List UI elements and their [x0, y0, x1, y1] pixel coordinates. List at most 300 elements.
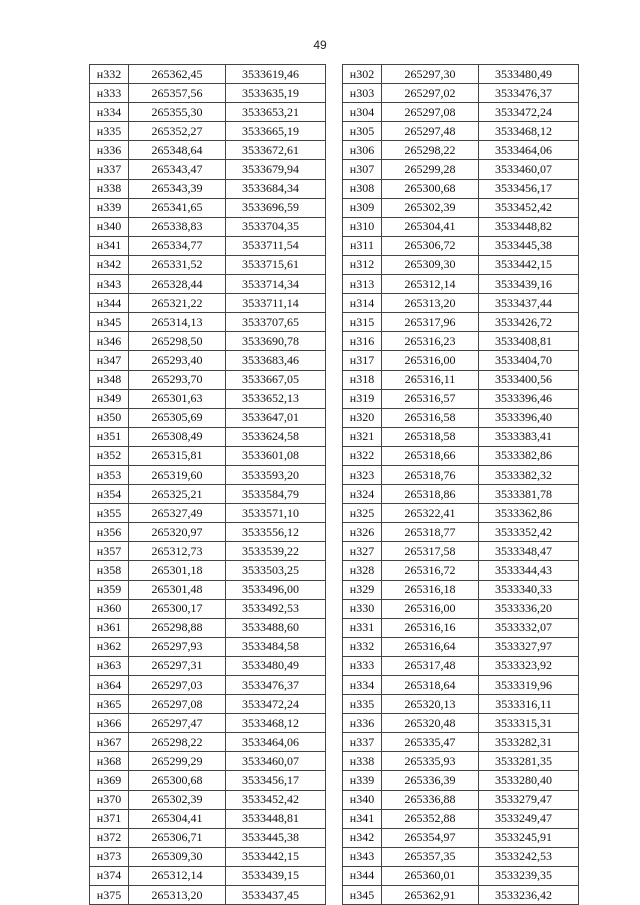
x-coordinate-cell: 265362,45 — [129, 65, 226, 84]
x-coordinate-cell: 265297,08 — [129, 695, 226, 714]
x-coordinate-cell: 265298,50 — [129, 332, 226, 351]
y-coordinate-cell: 3533352,42 — [479, 523, 579, 542]
y-coordinate-cell: 3533327,97 — [479, 637, 579, 656]
x-coordinate-cell: 265316,23 — [382, 332, 479, 351]
table-row — [343, 733, 579, 752]
x-coordinate-cell: 265300,68 — [382, 179, 479, 198]
table-row — [90, 752, 326, 771]
table-row — [343, 313, 579, 332]
point-id-cell: н335 — [90, 122, 129, 141]
table-row — [343, 809, 579, 828]
x-coordinate-cell: 265297,93 — [129, 637, 226, 656]
y-coordinate-cell: 3533480,49 — [226, 656, 326, 675]
point-id-cell: н338 — [343, 752, 382, 771]
point-id-cell: н316 — [343, 332, 382, 351]
x-coordinate-cell: 265312,14 — [129, 866, 226, 885]
table-row — [343, 446, 579, 465]
x-coordinate-cell: 265304,41 — [129, 809, 226, 828]
y-coordinate-cell: 3533488,60 — [226, 618, 326, 637]
x-coordinate-cell: 265316,16 — [382, 618, 479, 637]
table-row — [343, 656, 579, 675]
y-coordinate-cell: 3533704,35 — [226, 217, 326, 236]
point-id-cell: н352 — [90, 446, 129, 465]
table-row — [90, 866, 326, 885]
point-id-cell: н344 — [90, 294, 129, 313]
y-coordinate-cell: 3533652,13 — [226, 389, 326, 408]
y-coordinate-cell: 3533672,61 — [226, 141, 326, 160]
table-row — [90, 847, 326, 866]
coordinates-table-left — [89, 64, 326, 905]
x-coordinate-cell: 265318,76 — [382, 465, 479, 484]
point-id-cell: н353 — [90, 465, 129, 484]
point-id-cell: н350 — [90, 408, 129, 427]
y-coordinate-cell: 3533468,12 — [226, 714, 326, 733]
point-id-cell: н326 — [343, 523, 382, 542]
table-row — [343, 294, 579, 313]
y-coordinate-cell: 3533601,08 — [226, 446, 326, 465]
x-coordinate-cell: 265306,71 — [129, 828, 226, 847]
y-coordinate-cell: 3533332,07 — [479, 618, 579, 637]
x-coordinate-cell: 265297,08 — [382, 103, 479, 122]
table-row — [90, 351, 326, 370]
x-coordinate-cell: 265315,81 — [129, 446, 226, 465]
x-coordinate-cell: 265320,48 — [382, 714, 479, 733]
x-coordinate-cell: 265309,30 — [382, 255, 479, 274]
point-id-cell: н335 — [343, 695, 382, 714]
point-id-cell: н324 — [343, 485, 382, 504]
point-id-cell: н317 — [343, 351, 382, 370]
x-coordinate-cell: 265299,29 — [129, 752, 226, 771]
y-coordinate-cell: 3533442,15 — [226, 847, 326, 866]
point-id-cell: н313 — [343, 275, 382, 294]
point-id-cell: н336 — [343, 714, 382, 733]
point-id-cell: н366 — [90, 714, 129, 733]
y-coordinate-cell: 3533593,20 — [226, 465, 326, 484]
point-id-cell: н325 — [343, 504, 382, 523]
point-id-cell: н346 — [90, 332, 129, 351]
table-row — [90, 828, 326, 847]
x-coordinate-cell: 265298,22 — [382, 141, 479, 160]
y-coordinate-cell: 3533635,19 — [226, 84, 326, 103]
x-coordinate-cell: 265308,49 — [129, 427, 226, 446]
y-coordinate-cell: 3533684,34 — [226, 179, 326, 198]
x-coordinate-cell: 265319,60 — [129, 465, 226, 484]
table-row — [343, 351, 579, 370]
point-id-cell: н327 — [343, 542, 382, 561]
table-row — [343, 141, 579, 160]
table-row — [90, 65, 326, 84]
x-coordinate-cell: 265317,48 — [382, 656, 479, 675]
table-row — [90, 771, 326, 790]
y-coordinate-cell: 3533362,86 — [479, 504, 579, 523]
point-id-cell: н322 — [343, 446, 382, 465]
table-row — [343, 771, 579, 790]
y-coordinate-cell: 3533323,92 — [479, 656, 579, 675]
table-row — [343, 886, 579, 905]
point-id-cell: н307 — [343, 160, 382, 179]
point-id-cell: н332 — [343, 637, 382, 656]
point-id-cell: н358 — [90, 561, 129, 580]
table-row — [90, 427, 326, 446]
point-id-cell: н312 — [343, 255, 382, 274]
x-coordinate-cell: 265301,48 — [129, 580, 226, 599]
x-coordinate-cell: 265320,97 — [129, 523, 226, 542]
y-coordinate-cell: 3533448,82 — [479, 217, 579, 236]
table-row — [90, 389, 326, 408]
table-row — [343, 217, 579, 236]
table-row — [90, 809, 326, 828]
x-coordinate-cell: 265355,30 — [129, 103, 226, 122]
table-row — [90, 294, 326, 313]
table-row — [343, 236, 579, 255]
y-coordinate-cell: 3533556,12 — [226, 523, 326, 542]
y-coordinate-cell: 3533239,35 — [479, 866, 579, 885]
table-row — [343, 828, 579, 847]
table-row — [90, 141, 326, 160]
y-coordinate-cell: 3533503,25 — [226, 561, 326, 580]
x-coordinate-cell: 265343,47 — [129, 160, 226, 179]
y-coordinate-cell: 3533340,33 — [479, 580, 579, 599]
x-coordinate-cell: 265318,64 — [382, 676, 479, 695]
x-coordinate-cell: 265352,27 — [129, 122, 226, 141]
y-coordinate-cell: 3533452,42 — [226, 790, 326, 809]
y-coordinate-cell: 3533584,79 — [226, 485, 326, 504]
x-coordinate-cell: 265341,65 — [129, 198, 226, 217]
table-row — [343, 676, 579, 695]
x-coordinate-cell: 265297,48 — [382, 122, 479, 141]
y-coordinate-cell: 3533439,16 — [479, 275, 579, 294]
point-id-cell: н341 — [90, 236, 129, 255]
table-row — [90, 580, 326, 599]
y-coordinate-cell: 3533496,00 — [226, 580, 326, 599]
y-coordinate-cell: 3533381,78 — [479, 485, 579, 504]
point-id-cell: н332 — [90, 65, 129, 84]
y-coordinate-cell: 3533400,56 — [479, 370, 579, 389]
table-row — [90, 217, 326, 236]
x-coordinate-cell: 265300,17 — [129, 599, 226, 618]
point-id-cell: н340 — [90, 217, 129, 236]
x-coordinate-cell: 265317,96 — [382, 313, 479, 332]
point-id-cell: н375 — [90, 886, 129, 905]
point-id-cell: н339 — [343, 771, 382, 790]
x-coordinate-cell: 265334,77 — [129, 236, 226, 255]
y-coordinate-cell: 3533348,47 — [479, 542, 579, 561]
y-coordinate-cell: 3533707,65 — [226, 313, 326, 332]
x-coordinate-cell: 265336,88 — [382, 790, 479, 809]
point-id-cell: н357 — [90, 542, 129, 561]
y-coordinate-cell: 3533480,49 — [479, 65, 579, 84]
point-id-cell: н364 — [90, 676, 129, 695]
x-coordinate-cell: 265318,58 — [382, 427, 479, 446]
y-coordinate-cell: 3533336,20 — [479, 599, 579, 618]
y-coordinate-cell: 3533619,46 — [226, 65, 326, 84]
point-id-cell: н347 — [90, 351, 129, 370]
y-coordinate-cell: 3533280,40 — [479, 771, 579, 790]
table-row — [90, 160, 326, 179]
point-id-cell: н338 — [90, 179, 129, 198]
x-coordinate-cell: 265309,30 — [129, 847, 226, 866]
table-row — [90, 561, 326, 580]
table-row — [90, 485, 326, 504]
point-id-cell: н319 — [343, 389, 382, 408]
table-row — [343, 561, 579, 580]
x-coordinate-cell: 265316,72 — [382, 561, 479, 580]
table-row — [343, 695, 579, 714]
y-coordinate-cell: 3533382,86 — [479, 446, 579, 465]
y-coordinate-cell: 3533667,05 — [226, 370, 326, 389]
y-coordinate-cell: 3533437,44 — [479, 294, 579, 313]
point-id-cell: н334 — [90, 103, 129, 122]
x-coordinate-cell: 265297,02 — [382, 84, 479, 103]
y-coordinate-cell: 3533236,42 — [479, 886, 579, 905]
point-id-cell: н328 — [343, 561, 382, 580]
x-coordinate-cell: 265302,39 — [129, 790, 226, 809]
y-coordinate-cell: 3533445,38 — [226, 828, 326, 847]
x-coordinate-cell: 265297,31 — [129, 656, 226, 675]
x-coordinate-cell: 265316,18 — [382, 580, 479, 599]
table-row — [90, 733, 326, 752]
table-row — [90, 886, 326, 905]
point-id-cell: н343 — [90, 275, 129, 294]
x-coordinate-cell: 265305,69 — [129, 408, 226, 427]
y-coordinate-cell: 3533396,46 — [479, 389, 579, 408]
point-id-cell: н318 — [343, 370, 382, 389]
y-coordinate-cell: 3533282,31 — [479, 733, 579, 752]
point-id-cell: н356 — [90, 523, 129, 542]
y-coordinate-cell: 3533464,06 — [226, 733, 326, 752]
y-coordinate-cell: 3533448,81 — [226, 809, 326, 828]
x-coordinate-cell: 265316,64 — [382, 637, 479, 656]
table-row — [343, 408, 579, 427]
point-id-cell: н368 — [90, 752, 129, 771]
point-id-cell: н373 — [90, 847, 129, 866]
y-coordinate-cell: 3533696,59 — [226, 198, 326, 217]
x-coordinate-cell: 265298,88 — [129, 618, 226, 637]
point-id-cell: н308 — [343, 179, 382, 198]
x-coordinate-cell: 265316,57 — [382, 389, 479, 408]
point-id-cell: н306 — [343, 141, 382, 160]
y-coordinate-cell: 3533484,58 — [226, 637, 326, 656]
table-row — [343, 65, 579, 84]
point-id-cell: н333 — [343, 656, 382, 675]
x-coordinate-cell: 265297,47 — [129, 714, 226, 733]
y-coordinate-cell: 3533714,34 — [226, 275, 326, 294]
table-row — [343, 103, 579, 122]
x-coordinate-cell: 265301,18 — [129, 561, 226, 580]
point-id-cell: н371 — [90, 809, 129, 828]
y-coordinate-cell: 3533249,47 — [479, 809, 579, 828]
y-coordinate-cell: 3533245,91 — [479, 828, 579, 847]
point-id-cell: н348 — [90, 370, 129, 389]
table-row — [343, 866, 579, 885]
y-coordinate-cell: 3533396,40 — [479, 408, 579, 427]
x-coordinate-cell: 265336,39 — [382, 771, 479, 790]
x-coordinate-cell: 265318,77 — [382, 523, 479, 542]
point-id-cell: н361 — [90, 618, 129, 637]
table-row — [343, 389, 579, 408]
point-id-cell: н329 — [343, 580, 382, 599]
y-coordinate-cell: 3533383,41 — [479, 427, 579, 446]
point-id-cell: н359 — [90, 580, 129, 599]
table-row — [90, 542, 326, 561]
x-coordinate-cell: 265316,11 — [382, 370, 479, 389]
point-id-cell: н365 — [90, 695, 129, 714]
y-coordinate-cell: 3533683,46 — [226, 351, 326, 370]
point-id-cell: н345 — [90, 313, 129, 332]
y-coordinate-cell: 3533472,24 — [226, 695, 326, 714]
point-id-cell: н367 — [90, 733, 129, 752]
table-row — [343, 523, 579, 542]
x-coordinate-cell: 265335,47 — [382, 733, 479, 752]
point-id-cell: н310 — [343, 217, 382, 236]
x-coordinate-cell: 265312,14 — [382, 275, 479, 294]
y-coordinate-cell: 3533647,01 — [226, 408, 326, 427]
table-row — [343, 255, 579, 274]
point-id-cell: н349 — [90, 389, 129, 408]
table-row — [90, 637, 326, 656]
point-id-cell: н314 — [343, 294, 382, 313]
point-id-cell: н302 — [343, 65, 382, 84]
y-coordinate-cell: 3533624,58 — [226, 427, 326, 446]
table-row — [343, 332, 579, 351]
x-coordinate-cell: 265314,13 — [129, 313, 226, 332]
y-coordinate-cell: 3533452,42 — [479, 198, 579, 217]
x-coordinate-cell: 265316,00 — [382, 351, 479, 370]
point-id-cell: н309 — [343, 198, 382, 217]
y-coordinate-cell: 3533690,78 — [226, 332, 326, 351]
table-row — [343, 847, 579, 866]
y-coordinate-cell: 3533404,70 — [479, 351, 579, 370]
point-id-cell: н339 — [90, 198, 129, 217]
point-id-cell: н336 — [90, 141, 129, 160]
table-row — [90, 504, 326, 523]
x-coordinate-cell: 265328,44 — [129, 275, 226, 294]
table-row — [90, 465, 326, 484]
point-id-cell: н363 — [90, 656, 129, 675]
x-coordinate-cell: 265293,70 — [129, 370, 226, 389]
x-coordinate-cell: 265357,56 — [129, 84, 226, 103]
x-coordinate-cell: 265343,39 — [129, 179, 226, 198]
table-row — [90, 370, 326, 389]
y-coordinate-cell: 3533456,17 — [226, 771, 326, 790]
x-coordinate-cell: 265302,39 — [382, 198, 479, 217]
x-coordinate-cell: 265327,49 — [129, 504, 226, 523]
table-row — [90, 676, 326, 695]
y-coordinate-cell: 3533456,17 — [479, 179, 579, 198]
point-id-cell: н372 — [90, 828, 129, 847]
y-coordinate-cell: 3533319,96 — [479, 676, 579, 695]
table-row — [343, 714, 579, 733]
y-coordinate-cell: 3533472,24 — [479, 103, 579, 122]
x-coordinate-cell: 265357,35 — [382, 847, 479, 866]
point-id-cell: н331 — [343, 618, 382, 637]
point-id-cell: н334 — [343, 676, 382, 695]
x-coordinate-cell: 265297,30 — [382, 65, 479, 84]
table-row — [90, 275, 326, 294]
x-coordinate-cell: 265322,41 — [382, 504, 479, 523]
y-coordinate-cell: 3533442,15 — [479, 255, 579, 274]
y-coordinate-cell: 3533460,07 — [226, 752, 326, 771]
x-coordinate-cell: 265298,22 — [129, 733, 226, 752]
y-coordinate-cell: 3533665,19 — [226, 122, 326, 141]
table-row — [343, 580, 579, 599]
x-coordinate-cell: 265313,20 — [129, 886, 226, 905]
y-coordinate-cell: 3533711,54 — [226, 236, 326, 255]
x-coordinate-cell: 265306,72 — [382, 236, 479, 255]
y-coordinate-cell: 3533476,37 — [479, 84, 579, 103]
table-row — [90, 618, 326, 637]
x-coordinate-cell: 265321,22 — [129, 294, 226, 313]
table-row — [90, 523, 326, 542]
y-coordinate-cell: 3533426,72 — [479, 313, 579, 332]
x-coordinate-cell: 265304,41 — [382, 217, 479, 236]
point-id-cell: н343 — [343, 847, 382, 866]
point-id-cell: н342 — [90, 255, 129, 274]
page-number: 49 — [313, 38, 327, 52]
table-row — [343, 198, 579, 217]
table-row — [90, 255, 326, 274]
y-coordinate-cell: 3533281,35 — [479, 752, 579, 771]
y-coordinate-cell: 3533460,07 — [479, 160, 579, 179]
x-coordinate-cell: 265301,63 — [129, 389, 226, 408]
y-coordinate-cell: 3533439,15 — [226, 866, 326, 885]
table-row — [90, 714, 326, 733]
table-row — [343, 160, 579, 179]
y-coordinate-cell: 3533382,32 — [479, 465, 579, 484]
x-coordinate-cell: 265320,13 — [382, 695, 479, 714]
table-row — [343, 485, 579, 504]
x-coordinate-cell: 265352,88 — [382, 809, 479, 828]
table-row — [343, 84, 579, 103]
y-coordinate-cell: 3533315,31 — [479, 714, 579, 733]
point-id-cell: н360 — [90, 599, 129, 618]
point-id-cell: н320 — [343, 408, 382, 427]
y-coordinate-cell: 3533468,12 — [479, 122, 579, 141]
table-row — [343, 465, 579, 484]
point-id-cell: н340 — [343, 790, 382, 809]
point-id-cell: н323 — [343, 465, 382, 484]
table-row — [343, 275, 579, 294]
table-row — [343, 752, 579, 771]
y-coordinate-cell: 3533571,10 — [226, 504, 326, 523]
point-id-cell: н344 — [343, 866, 382, 885]
x-coordinate-cell: 265318,66 — [382, 446, 479, 465]
x-coordinate-cell: 265299,28 — [382, 160, 479, 179]
y-coordinate-cell: 3533242,53 — [479, 847, 579, 866]
table-row — [90, 695, 326, 714]
table-row — [90, 446, 326, 465]
table-row — [90, 313, 326, 332]
x-coordinate-cell: 265293,40 — [129, 351, 226, 370]
table-row — [343, 637, 579, 656]
x-coordinate-cell: 265335,93 — [382, 752, 479, 771]
table-row — [90, 84, 326, 103]
point-id-cell: н345 — [343, 886, 382, 905]
table-row — [343, 790, 579, 809]
table-row — [343, 122, 579, 141]
table-row — [343, 542, 579, 561]
x-coordinate-cell: 265331,52 — [129, 255, 226, 274]
y-coordinate-cell: 3533445,38 — [479, 236, 579, 255]
x-coordinate-cell: 265316,58 — [382, 408, 479, 427]
point-id-cell: н337 — [343, 733, 382, 752]
point-id-cell: н374 — [90, 866, 129, 885]
point-id-cell: н303 — [343, 84, 382, 103]
coordinates-table-right — [342, 64, 579, 905]
table-row — [90, 179, 326, 198]
x-coordinate-cell: 265297,03 — [129, 676, 226, 695]
table-row — [343, 504, 579, 523]
